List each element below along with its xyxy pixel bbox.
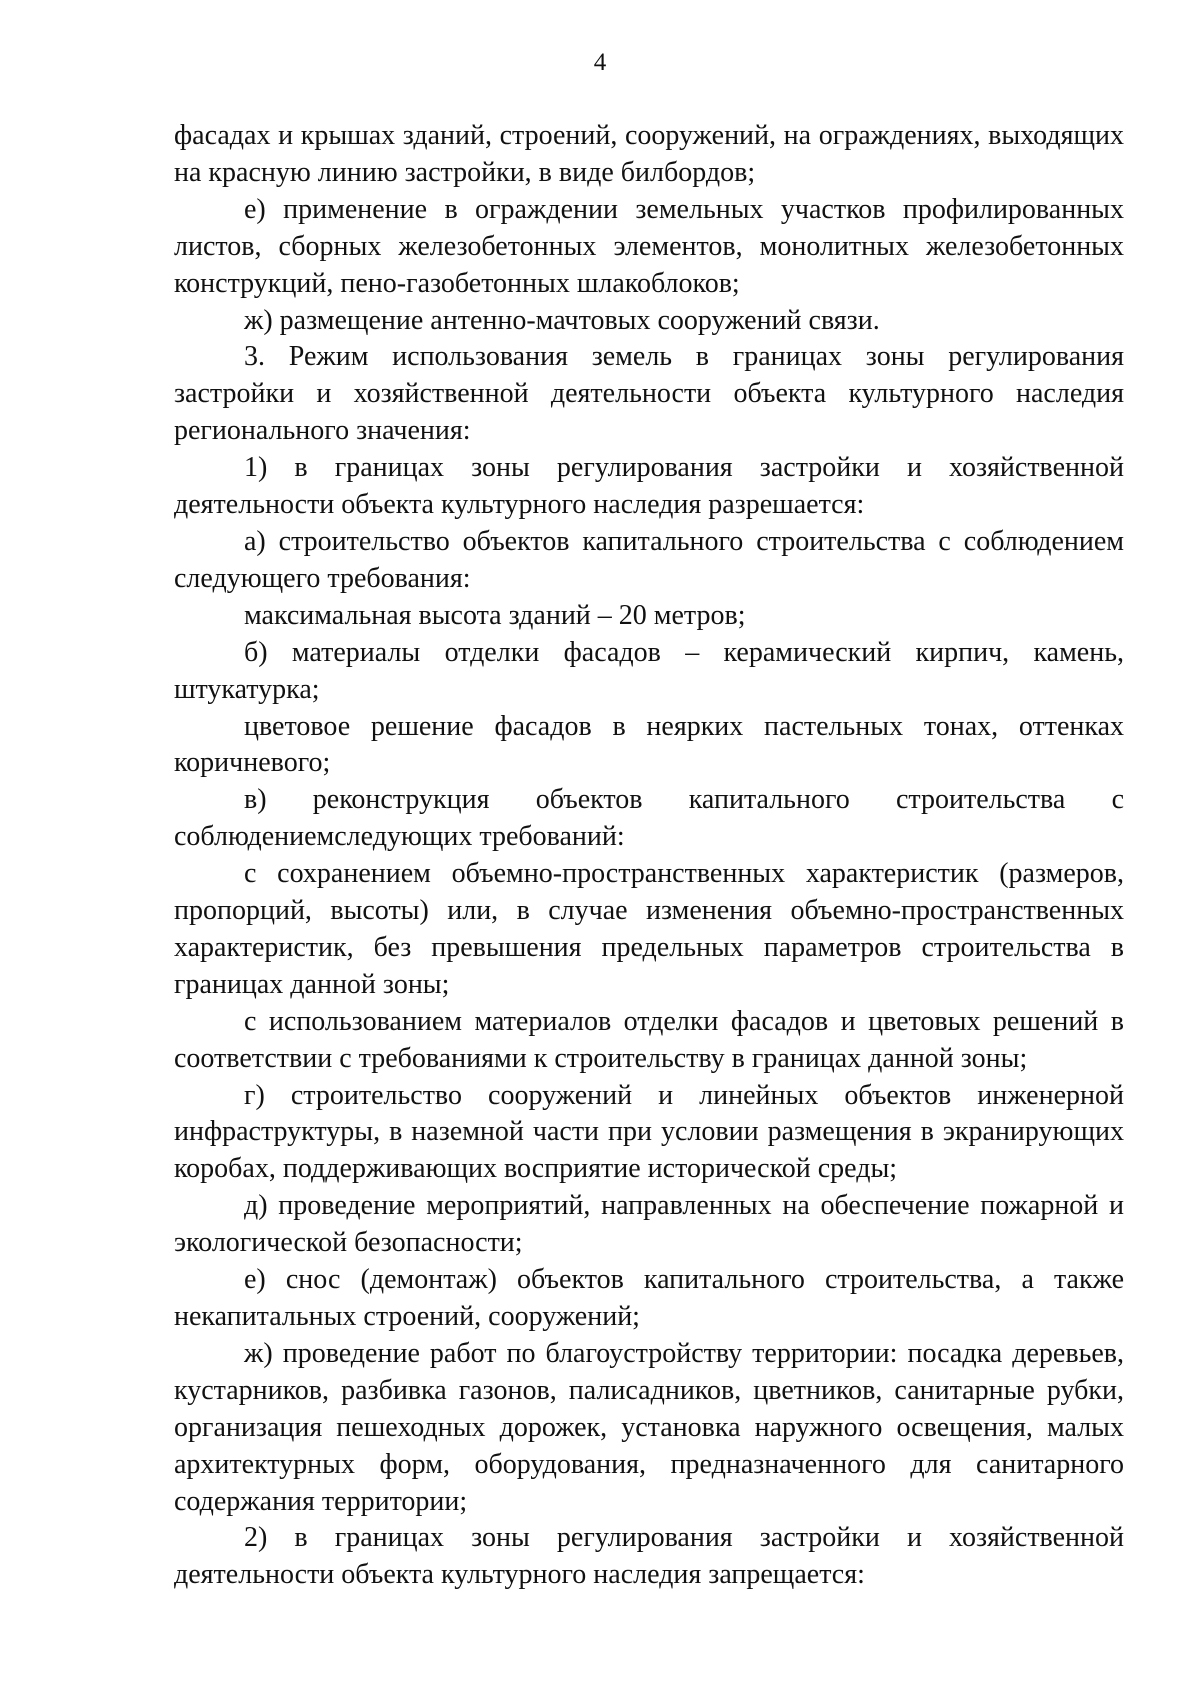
paragraph-continuation: фасадах и крышах зданий, строений, сооружений, на ограждениях, выходящих на красную линию застройки, в виде билбордов;: [174, 120, 1124, 188]
paragraph-preservation: с сохранением объемно-пространственных характеристик (размеров, пропорций, высоты) или, в случае изменения объемно-пространственных характеристик, без превышения предельных параметров строительства в границах данной зоны;: [174, 858, 1124, 1000]
document-body: [174, 118, 1124, 1594]
paragraph-item-b: б) материалы отделки фасадов – керамический кирпич, камень, штукатурка;: [174, 636, 1124, 705]
paragraph-max-height: максимальная высота зданий – 20 метров;: [244, 599, 746, 631]
paragraph-item-zh-landscaping: ж) проведение работ по благоустройству территории: посадка деревьев, кустарников, разбивка газонов, палисадников, цветников, санитарные рубки, организация пешеходных дорожек, установка наружного освещения, малых архитектурных форм, оборудования, предназначенного для санитарного содержания территории;: [174, 1337, 1124, 1517]
paragraph-section-3: 3. Режим использования земель в границах зоны регулирования застройки и хозяйственной деятельности объекта культурного наследия регионального значения:: [174, 341, 1124, 447]
paragraph-subsection-2: 2) в границах зоны регулирования застройки и хозяйственной деятельности объекта культурного наследия запрещается:: [174, 1522, 1124, 1591]
paragraph-item-d: д) проведение мероприятий, направленных на обеспечение пожарной и экологической безопасности;: [174, 1190, 1124, 1259]
page-number: 4: [593, 49, 607, 76]
paragraph-item-v: в) реконструкция объектов капитального строительства с соблюдениемследующих требований:: [174, 784, 1124, 853]
paragraph-item-g: г) строительство сооружений и линейных объектов инженерной инфраструктуры, в наземной части при условии размещения в экранирующих коробах, поддерживающих восприятие исторической среды;: [174, 1079, 1124, 1185]
paragraph-item-zh-antenna: ж) размещение антенно-мачтовых сооружений связи.: [244, 304, 880, 336]
paragraph-item-e-demolition: е) снос (демонтаж) объектов капитального строительства, а также некапитальных строений, сооружений;: [174, 1264, 1124, 1332]
paragraph-color-solution: цветовое решение фасадов в неярких пастельных тонах, оттенках коричневого;: [174, 710, 1124, 779]
paragraph-materials: с использованием материалов отделки фасадов и цветовых решений в соответствии с требованиями к строительству в границах данной зоны;: [174, 1005, 1124, 1074]
paragraph-item-e-fencing: е) применение в ограждении земельных участков профилированных листов, сборных железобетонных элементов, монолитных железобетонных конструкций, пено-газобетонных шлакоблоков;: [174, 193, 1124, 299]
paragraph-subsection-1: 1) в границах зоны регулирования застройки и хозяйственной деятельности объекта культурного наследия разрешается:: [174, 452, 1124, 521]
paragraph-item-a: а) строительство объектов капитального строительства с соблюдением следующего требования:: [174, 525, 1124, 594]
